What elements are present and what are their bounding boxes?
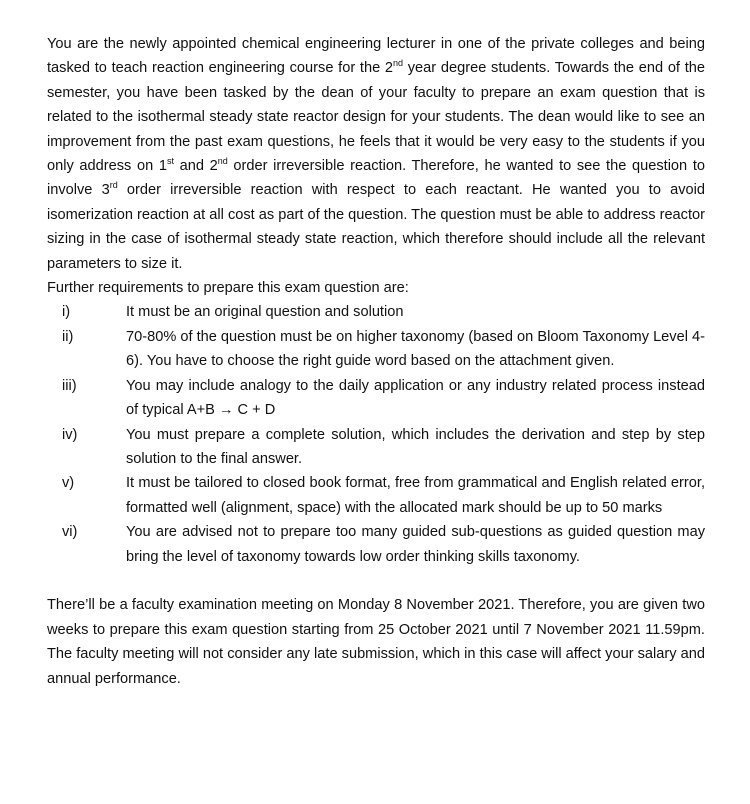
requirement-item bbox=[47, 520, 705, 569]
paragraph-text: order irreversible reaction. Therefore, he wanted to see the question to involve 3 bbox=[47, 158, 705, 199]
requirement-text: It must be an original question and solution bbox=[126, 304, 404, 321]
requirement-item bbox=[47, 325, 705, 374]
requirement-number: iii) bbox=[62, 377, 77, 394]
requirements-list bbox=[47, 300, 705, 568]
requirement-number: vi) bbox=[62, 524, 78, 541]
document-body bbox=[47, 32, 705, 691]
ordinal-suffix: rd bbox=[109, 180, 118, 191]
requirement-item bbox=[47, 423, 705, 472]
requirement-item bbox=[47, 300, 705, 324]
paragraph-text: and 2 bbox=[174, 158, 218, 175]
requirement-number: ii) bbox=[62, 328, 74, 345]
requirements-heading: Further requirements to prepare this exam question are: bbox=[47, 280, 409, 297]
ordinal-suffix: nd bbox=[393, 58, 404, 69]
paragraph-text: order irreversible reaction with respect to each reactant. He wanted you to avoid isomerization reaction at all cost as part of the question. The question must be able to address reactor sizing in the case of isothermal steady state reaction, which therefore should include all the relevant parameters to size it. bbox=[47, 182, 705, 272]
requirement-number: iv) bbox=[62, 426, 78, 443]
closing-paragraph: There’ll be a faculty examination meeting on Monday 8 November 2021. Therefore, you are given two weeks to prepare this exam question starting from 25 October 2021 until 7 November 2021 11.59pm. The faculty meeting will not consider any late submission, which in this case will affect your salary and annual performance. bbox=[47, 597, 705, 687]
ordinal-suffix: nd bbox=[217, 156, 228, 167]
paragraph-text: year degree students. Towards the end of the semester, you have been tasked by the dean of your faculty to prepare an exam question that is related to the isothermal steady state reactor design for your students. The dean would like to see an improvement from the past exam questions, he feels that it would be very easy to the students if you only address on 1 bbox=[47, 60, 705, 175]
requirement-text: You must prepare a complete solution, which includes the derivation and step by step solution to the final answer. bbox=[126, 426, 705, 467]
requirement-item bbox=[47, 471, 705, 520]
requirement-text: It must be tailored to closed book format, free from grammatical and English related error, formatted well (alignment, space) with the allocated mark should be up to 50 marks bbox=[126, 475, 705, 516]
requirement-item bbox=[47, 374, 705, 423]
intro-paragraph bbox=[47, 32, 705, 276]
requirement-text: 70-80% of the question must be on higher taxonomy (based on Bloom Taxonomy Level 4-6). You have to choose the right guide word based on the attachment given. bbox=[126, 328, 705, 370]
requirement-number: i) bbox=[62, 304, 71, 321]
requirement-number: v) bbox=[62, 475, 75, 492]
paragraph-text: You are the newly appointed chemical engineering lecturer in one of the private colleges and being tasked to teach reaction engineering course for the 2 bbox=[47, 36, 705, 77]
requirement-text: You may include analogy to the daily application or any industry related process instead of typical A+B → C + D bbox=[126, 377, 705, 419]
ordinal-suffix: st bbox=[166, 156, 174, 167]
requirement-text: You are advised not to prepare too many guided sub-questions as guided question may bring the level of taxonomy towards low order thinking skills taxonomy. bbox=[126, 524, 705, 565]
